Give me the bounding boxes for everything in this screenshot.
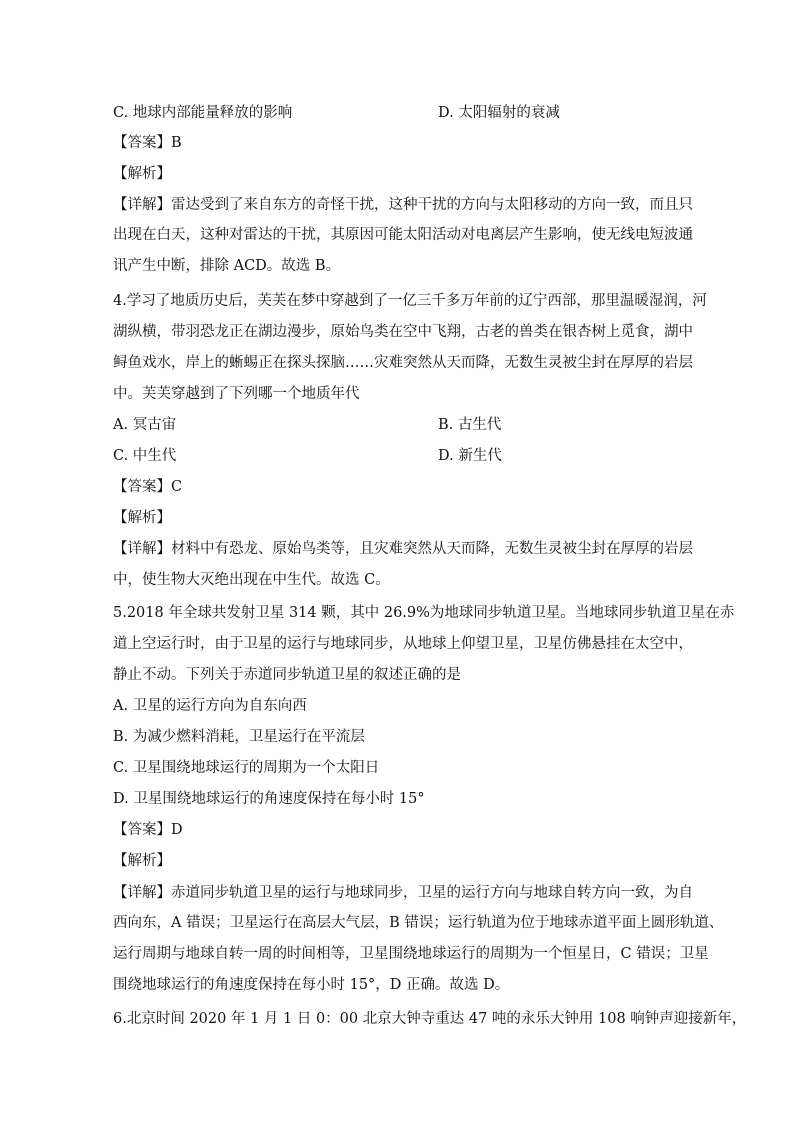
q4-option-a: A. 冥古宙	[113, 417, 177, 433]
answer-label: 【答案】	[113, 822, 171, 838]
q5-option-a: A. 卫星的运行方向为自东向西	[113, 698, 307, 714]
answer-value: B	[171, 135, 182, 151]
q5-analysis-label: 【解析】	[113, 853, 171, 869]
q3-detail-line-2: 出现在白天，这种对雷达的干扰，其原因可能太阳活动对电离层产生影响，使无线电短波通	[113, 227, 693, 243]
q5-stem-line-1: 5.2018 年全球共发射卫星 314 颗，其中 26.9%为地球同步轨道卫星。当地球同步轨道卫星在赤	[113, 605, 735, 621]
q4-option-b: B. 古生代	[438, 417, 502, 433]
q3-detail-line-3: 讯产生中断，排除 ACD。故选 B。	[113, 258, 341, 274]
detail-text: 赤道同步轨道卫星的运行与地球同步，卫星的运行方向与地球自转方向一致，为自	[171, 885, 693, 901]
answer-label: 【答案】	[113, 135, 171, 151]
q5-stem-line-3: 静止不动。下列关于赤道同步轨道卫星的叙述正确的是	[113, 667, 461, 683]
q4-stem-line-1: 4.学习了地质历史后，芙芙在梦中穿越到了一亿三千多万年前的辽宁西部，那里温暖湿润，河	[113, 293, 707, 309]
detail-text: 材料中有恐龙、原始鸟类等，且灾难突然从天而降，无数生灵被尘封在厚厚的岩层	[171, 541, 693, 557]
detail-label: 【详解】	[113, 885, 171, 901]
q4-detail-line-1	[113, 539, 693, 559]
q5-option-b: B. 为减少燃料消耗，卫星运行在平流层	[113, 729, 365, 745]
q5-answer	[113, 820, 683, 840]
q3-analysis-label: 【解析】	[113, 166, 171, 182]
q4-answer	[113, 477, 683, 497]
q5-option-c: C. 卫星围绕地球运行的周期为一个太阳日	[113, 760, 380, 776]
q4-option-d: D. 新生代	[438, 448, 502, 464]
detail-text: 雷达受到了来自东方的奇怪干扰，这种干扰的方向与太阳移动的方向一致，而且只	[171, 197, 693, 213]
q3-option-c: C. 地球内部能量释放的影响	[113, 105, 293, 121]
detail-label: 【详解】	[113, 541, 171, 557]
answer-value: D	[171, 822, 183, 838]
detail-label: 【详解】	[113, 197, 171, 213]
q3-answer	[113, 133, 683, 153]
q4-stem-line-2: 湖纵横，带羽恐龙正在湖边漫步，原始鸟类在空中飞翔，古老的兽类在银杏树上觅食，湖中	[113, 324, 693, 340]
q5-option-d: D. 卫星围绕地球运行的角速度保持在每小时 15°	[113, 791, 425, 807]
q6-stem-line-1: 6.北京时间 2020 年 1 月 1 日 0：00 北京大钟寺重达 47 吨的永乐大钟用 108 响钟声迎接新年，	[113, 1011, 747, 1027]
q4-stem-line-4: 中。芙芙穿越到了下列哪一个地质年代	[113, 386, 360, 402]
q3-option-d: D. 太阳辐射的衰减	[438, 105, 560, 121]
q4-option-c: C. 中生代	[113, 448, 177, 464]
q3-detail-line-1	[113, 195, 693, 215]
q5-stem-line-2: 道上空运行时，由于卫星的运行与地球同步，从地球上仰望卫星，卫星仿佛悬挂在太空中，	[113, 636, 693, 652]
q5-detail-line-1	[113, 883, 693, 903]
q5-detail-line-2: 西向东，A 错误；卫星运行在高层大气层，B 错误；运行轨道为位于地球赤道平面上圆形轨道、	[113, 915, 724, 931]
q4-detail-line-2: 中，使生物大灭绝出现在中生代。故选 C。	[113, 572, 390, 588]
q4-stem-line-3: 鲟鱼戏水，岸上的蜥蜴正在探头探脑……灾难突然从天而降，无数生灵被尘封在厚厚的岩层	[113, 355, 693, 371]
answer-value: C	[171, 479, 183, 495]
q4-analysis-label: 【解析】	[113, 510, 171, 526]
answer-label: 【答案】	[113, 479, 171, 495]
q5-detail-line-3: 运行周期与地球自转一周的时间相等，卫星围绕地球运行的周期为一个恒星日，C 错误；卫星	[113, 946, 709, 962]
q5-detail-line-4: 围绕地球运行的角速度保持在每小时 15°，D 正确。故选 D。	[113, 977, 510, 993]
